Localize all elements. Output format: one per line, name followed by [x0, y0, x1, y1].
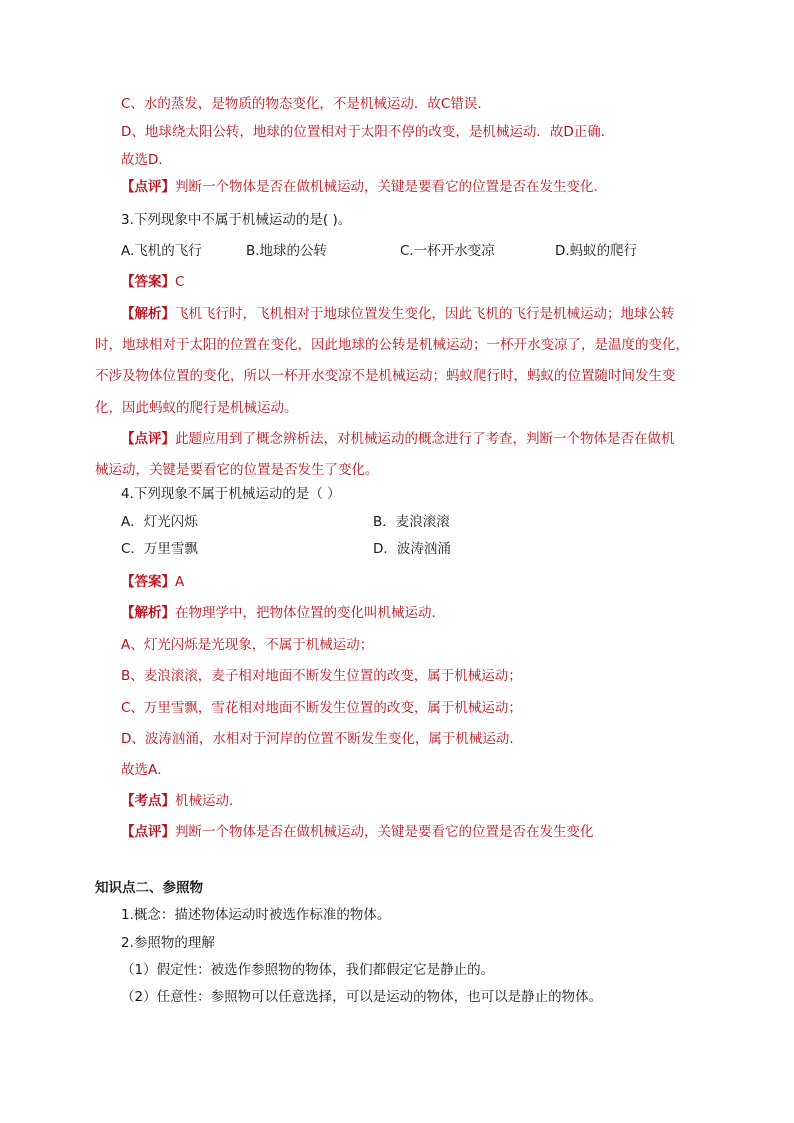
- q4-answer-line: [121, 572, 184, 592]
- section-heading: 知识点二、参照物: [95, 880, 203, 896]
- q4-option-d: D．波涛汹涌: [373, 541, 451, 557]
- q4-keypoint-line: [121, 791, 243, 811]
- q3-option-a: A.飞机的飞行: [121, 243, 202, 259]
- analysis-tag: 【解析】: [121, 605, 175, 621]
- q3-comment-line-2: 械运动，关键是要看它的位置是否发生了变化。: [95, 462, 379, 478]
- concept-line: 1.概念：描述物体运动时被选作标准的物体。: [121, 907, 391, 923]
- question-4-stem: 4.下列现象不属于机械运动的是（ ）: [121, 486, 341, 502]
- q3-answer-line: [121, 272, 184, 292]
- q3-option-b: B.地球的公转: [246, 243, 328, 259]
- q3-analysis-line-1: [121, 304, 675, 324]
- q4-comment-line: [121, 822, 594, 842]
- comment-tag: 【点评】: [121, 431, 175, 447]
- comment-text: 判断一个物体是否在做机械运动，关键是要看它的位置是否在发生变化: [175, 824, 594, 840]
- answer-tag: 【答案】: [121, 274, 175, 290]
- q3-comment-line-1: [121, 429, 675, 449]
- q3-analysis-line-2: 时，地球相对于太阳的位置在变化，因此地球的公转是机械运动；一杯开水变凉了，是温度的变化，: [95, 337, 689, 353]
- understanding-item-1: （1）假定性：被选作参照物的物体，我们都假定它是静止的。: [121, 962, 495, 978]
- understanding-line: 2.参照物的理解: [121, 935, 215, 951]
- analysis-text: 飞机飞行时，飞机相对于地球位置发生变化，因此飞机的飞行是机械运动；地球公转: [175, 306, 675, 322]
- q4-option-b: B．麦浪滚滚: [373, 514, 450, 530]
- comment-tag: 【点评】: [121, 179, 175, 195]
- choice-statement: 故选D．: [121, 152, 172, 168]
- q3-option-d: D.蚂蚁的爬行: [555, 243, 638, 259]
- q4-explain-c: C、万里雪飘，雪花相对地面不断发生位置的改变，属于机械运动；: [121, 700, 522, 716]
- q4-choice-statement: 故选A．: [121, 762, 171, 778]
- option-c-explanation: C、水的蒸发，是物质的物态变化，不是机械运动．故C错误．: [121, 96, 491, 112]
- q3-option-c: C.一杯开水变凉: [400, 243, 495, 259]
- answer-tag: 【答案】: [121, 574, 175, 590]
- analysis-tag: 【解析】: [121, 306, 175, 322]
- q4-option-a: A．灯光闪烁: [121, 514, 198, 530]
- q4-explain-b: B、麦浪滚滚，麦子相对地面不断发生位置的改变，属于机械运动；: [121, 668, 522, 684]
- understanding-item-2: （2）任意性：参照物可以任意选择，可以是运动的物体，也可以是静止的物体。: [121, 989, 603, 1005]
- option-d-explanation: D、地球绕太阳公转，地球的位置相对于太阳不停的改变，是机械运动．故D正确．: [121, 124, 615, 140]
- q4-option-c: C．万里雪飘: [121, 541, 198, 557]
- comment-line: [121, 177, 607, 197]
- q4-analysis-line: [121, 603, 445, 623]
- question-3-stem: 3.下列现象中不属于机械运动的是( )。: [121, 212, 352, 228]
- comment-text: 此题应用到了概念辨析法，对机械运动的概念进行了考查，判断一个物体是否在做机: [175, 431, 675, 447]
- analysis-text: 在物理学中，把物体位置的变化叫机械运动．: [175, 605, 445, 621]
- answer-value: A: [175, 574, 185, 590]
- q4-explain-a: A、灯光闪烁是光现象，不属于机械运动；: [121, 637, 374, 653]
- q4-explain-d: D、波涛汹涌，水相对于河岸的位置不断发生变化，属于机械运动．: [121, 731, 523, 747]
- q3-analysis-line-4: 化，因此蚂蚁的爬行是机械运动。: [95, 400, 298, 416]
- keypoint-tag: 【考点】: [121, 793, 175, 809]
- keypoint-text: 机械运动．: [175, 793, 243, 809]
- answer-value: C: [175, 274, 185, 290]
- q3-analysis-line-3: 不涉及物体位置的变化，所以一杯开水变凉不是机械运动；蚂蚁爬行时，蚂蚁的位置随时间发生变: [95, 368, 676, 384]
- comment-text: 判断一个物体是否在做机械运动，关键是要看它的位置是否在发生变化．: [175, 179, 607, 195]
- comment-tag: 【点评】: [121, 824, 175, 840]
